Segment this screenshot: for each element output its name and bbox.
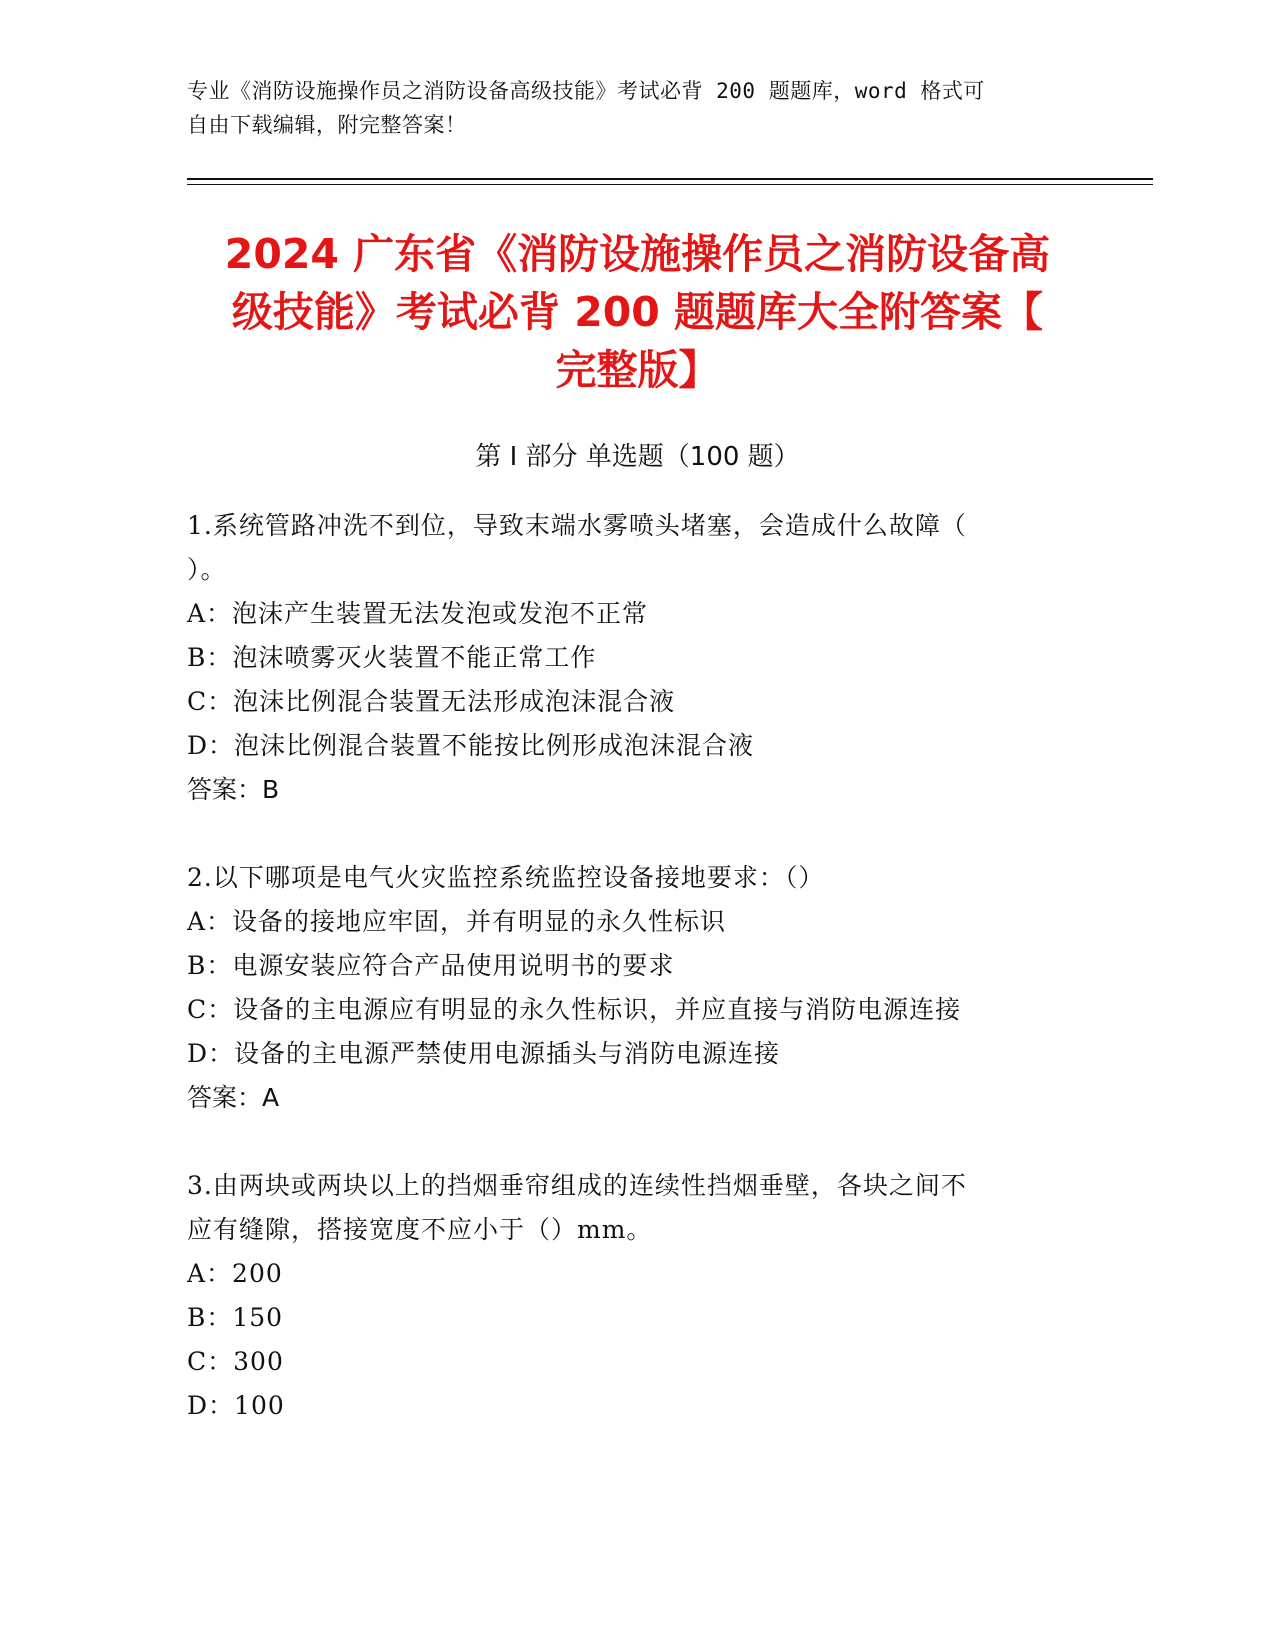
- question-stem: ）。: [187, 555, 227, 584]
- option-a: A：200: [187, 1259, 283, 1288]
- option-d: D：设备的主电源严禁使用电源插头与消防电源连接: [187, 1039, 781, 1068]
- header-note-line: 专业《消防设施操作员之消防设备高级技能》考试必背 200 题题库，word 格式可: [187, 79, 985, 103]
- answer-label: 答案：B: [187, 775, 280, 804]
- header-note-line: 自由下载编辑，附完整答案！: [187, 113, 467, 137]
- title-line: 级技能》考试必背 200 题题库大全附答案【: [231, 288, 1044, 336]
- document-title: [160, 225, 1115, 399]
- option-a: A：设备的接地应牢固，并有明显的永久性标识: [187, 907, 727, 936]
- header-divider: [187, 184, 1153, 185]
- option-d: D：100: [187, 1391, 285, 1420]
- option-b: B：电源安装应符合产品使用说明书的要求: [187, 951, 675, 980]
- title-line: 2024 广东省《消防设施操作员之消防设备高: [224, 230, 1051, 278]
- header-note: [187, 74, 1067, 142]
- option-c: C：设备的主电源应有明显的永久性标识，并应直接与消防电源连接: [187, 995, 962, 1024]
- answer-label: 答案：A: [187, 1083, 280, 1112]
- question-stem: 1.系统管路冲洗不到位，导致末端水雾喷头堵塞，会造成什么故障（: [187, 511, 967, 540]
- question-stem: 3.由两块或两块以上的挡烟垂帘组成的连续性挡烟垂壁，各块之间不: [187, 1171, 967, 1200]
- option-b: B：150: [187, 1303, 284, 1332]
- question-stem: 应有缝隙，搭接宽度不应小于（）mm。: [187, 1215, 653, 1244]
- question-stem: 2.以下哪项是电气火灾监控系统监控设备接地要求：（）: [187, 863, 825, 892]
- header-divider: [187, 178, 1153, 180]
- option-d: D：泡沫比例混合装置不能按比例形成泡沫混合液: [187, 731, 755, 760]
- option-a: A：泡沫产生装置无法发泡或发泡不正常: [187, 599, 649, 628]
- title-line: 完整版】: [555, 346, 720, 394]
- option-c: C：泡沫比例混合装置无法形成泡沫混合液: [187, 687, 676, 716]
- option-b: B：泡沫喷雾灭火装置不能正常工作: [187, 643, 597, 672]
- section-heading: 第 I 部分 单选题（100 题）: [475, 442, 800, 472]
- option-c: C：300: [187, 1347, 284, 1376]
